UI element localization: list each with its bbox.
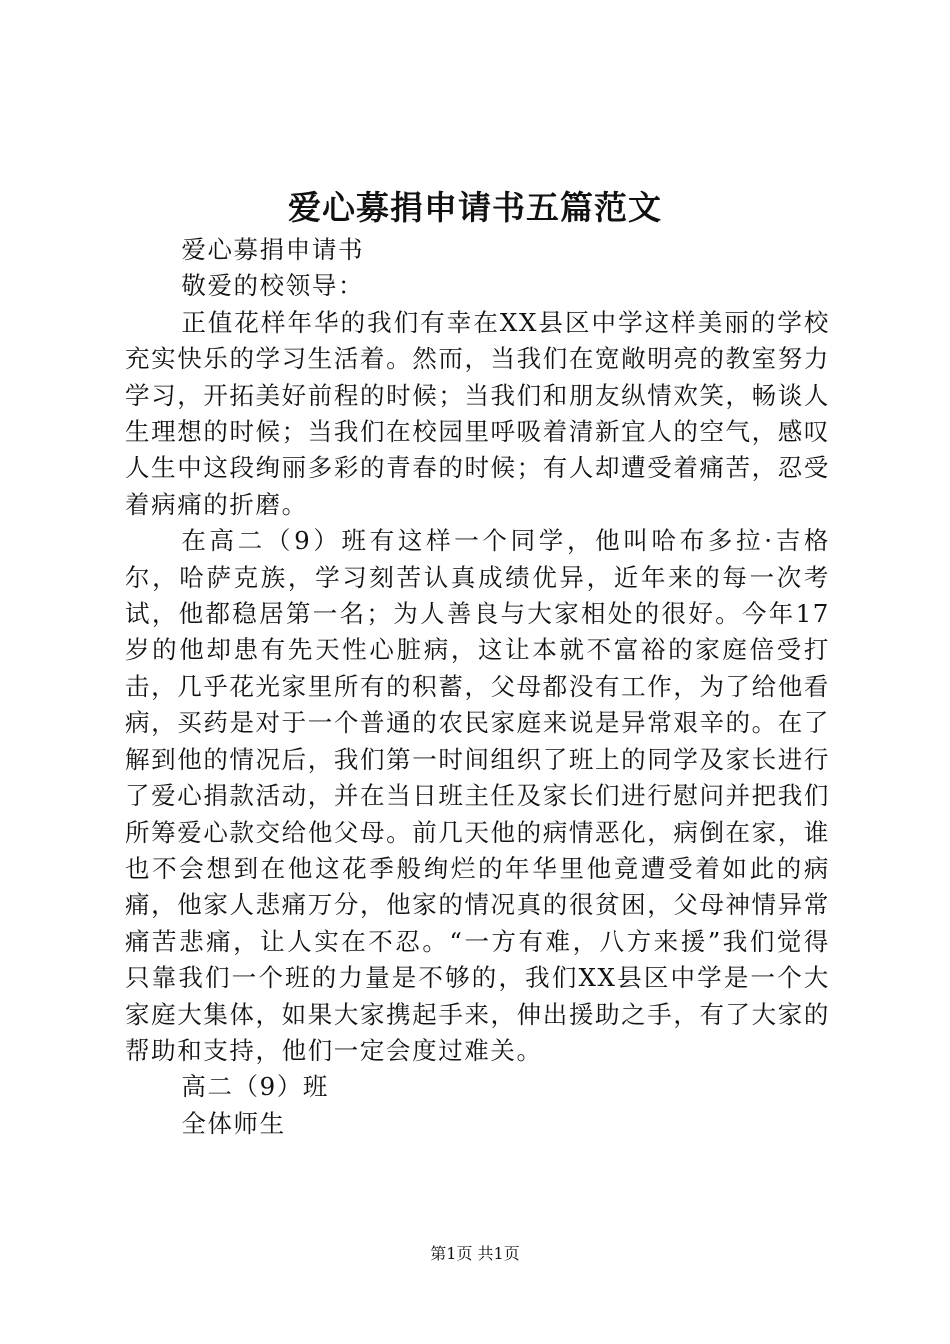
page-number: 第1页 共1页 bbox=[430, 1244, 520, 1263]
salutation-heading: 爱心募捐申请书 bbox=[181, 235, 365, 264]
signature-class: 高二（9）班 bbox=[181, 1072, 330, 1102]
body-paragraph-1: 正值花样年华的我们有幸在XX县区中学这样美丽的学校充实快乐的学习生活着。然而，当我们在宽敞明亮的教室努力学习，开拓美好前程的时候；当我们和朋友纵情欢笑，畅谈人生理想的时候；当我们在校园里呼吸着清新宜人的空气，感叹人生中这段绚丽多彩的青春的时候；有人却遭受着痛苦，忍受着病痛的折磨。 bbox=[125, 307, 830, 519]
body-paragraph-2: 在高二（9）班有这样一个同学，他叫哈布多拉·吉格尔，哈萨克族，学习刻苦认真成绩优异，近年来的每一次考试，他都稳居第一名；为人善良与大家相处的很好。今年17岁的他却患有先天性心脏病，这让本就不富裕的家庭倍受打击，几乎花光家里所有的积蓄，父母都没有工作，为了给他看病，买药是对于一个普通的农民家庭来说是异常艰辛的。在了解到他的情况后，我们第一时间组织了班上的同学及家长进行了爱心捐款活动，并在当日班主任及家长们进行慰问并把我们所筹爱心款交给他父母。前几天他的病情恶化，病倒在家，谁也不会想到在他这花季般绚烂的年华里他竟遭受着如此的病痛，他家人悲痛万分，他家的情况真的很贫困，父母神情异常痛苦悲痛，让人实在不忍。“一方有难，八方来援”我们觉得只靠我们一个班的力量是不够的，我们XX县区中学是一个大家庭大集体，如果大家携起手来，伸出援助之手，有了大家的帮助和支持，他们一定会度过难关。 bbox=[125, 526, 830, 1065]
salutation-recipient: 敬爱的校领导： bbox=[181, 271, 365, 301]
document-title: 爱心募捐申请书五篇范文 bbox=[288, 188, 662, 227]
signature-group: 全体师生 bbox=[181, 1108, 286, 1138]
document-body bbox=[125, 232, 830, 1142]
